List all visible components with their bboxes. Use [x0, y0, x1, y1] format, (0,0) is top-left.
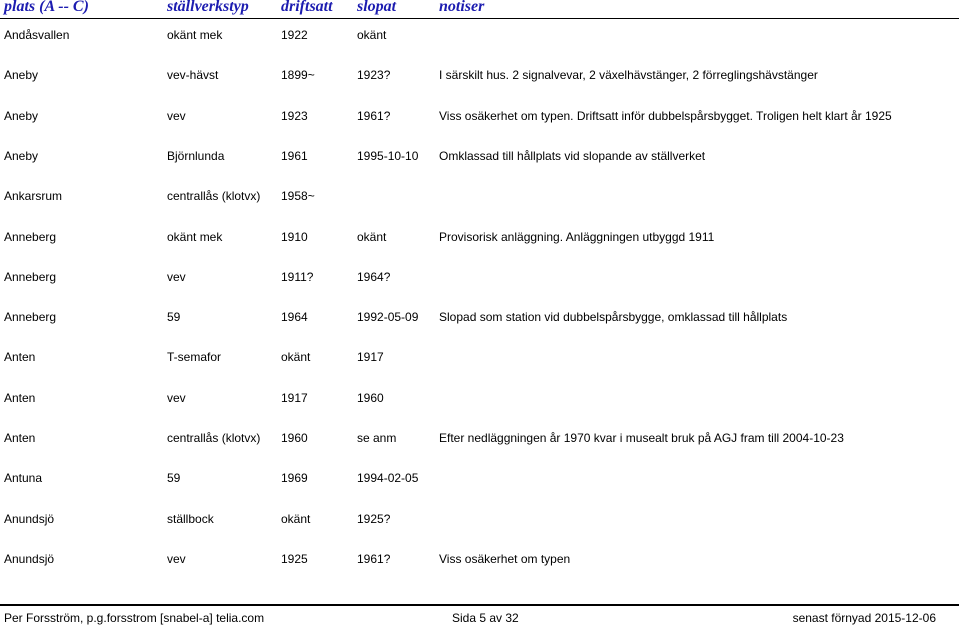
cell-stallverkstyp: ställbock: [167, 512, 214, 526]
cell-stallverkstyp: okänt mek: [167, 28, 223, 42]
cell-slopat: 1995-10-10: [357, 149, 419, 163]
footer-updated-date: senast förnyad 2015-12-06: [792, 611, 936, 625]
table-row: [0, 551, 959, 567]
cell-plats: Aneby: [4, 68, 39, 82]
cell-stallverkstyp: vev: [167, 270, 186, 284]
cell-plats: Andåsvallen: [4, 28, 70, 42]
cell-driftsatt: 1911?: [281, 270, 314, 284]
cell-driftsatt: 1961: [281, 149, 308, 163]
cell-notiser: Slopad som station vid dubbelspårsbygge, omklassad till hållplats: [439, 310, 788, 324]
cell-stallverkstyp: Björnlunda: [167, 149, 225, 163]
cell-notiser: Efter nedläggningen år 1970 kvar i musealt bruk på AGJ fram till 2004-10-23: [439, 431, 844, 445]
cell-plats: Anten: [4, 350, 36, 364]
cell-stallverkstyp: vev: [167, 552, 186, 566]
cell-plats: Anneberg: [4, 310, 57, 324]
table-row: [0, 430, 959, 446]
header-slopat: slopat: [357, 0, 397, 15]
cell-driftsatt: 1964: [281, 310, 308, 324]
cell-stallverkstyp: 59: [167, 471, 181, 485]
cell-driftsatt: okänt: [281, 350, 311, 364]
cell-driftsatt: 1910: [281, 230, 308, 244]
cell-driftsatt: 1917: [281, 391, 308, 405]
table-row: [0, 229, 959, 245]
cell-stallverkstyp: okänt mek: [167, 230, 223, 244]
cell-stallverkstyp: centrallås (klotvx): [167, 189, 261, 203]
table-row: [0, 108, 959, 124]
header-divider: [0, 18, 959, 19]
cell-slopat: 1960: [357, 391, 384, 405]
cell-stallverkstyp: centrallås (klotvx): [167, 431, 261, 445]
cell-stallverkstyp: vev: [167, 109, 186, 123]
footer-author: Per Forsström, p.g.forsstrom [snabel-a] telia.com: [4, 611, 265, 625]
cell-slopat: 1961?: [357, 552, 391, 566]
cell-driftsatt: 1925: [281, 552, 308, 566]
table-row: [0, 470, 959, 486]
cell-driftsatt: okänt: [281, 512, 311, 526]
header-notiser: notiser: [439, 0, 485, 15]
cell-plats: Antuna: [4, 471, 43, 485]
cell-stallverkstyp: vev: [167, 391, 186, 405]
cell-slopat: 1994-02-05: [357, 471, 419, 485]
cell-slopat: se anm: [357, 431, 397, 445]
cell-notiser: I särskilt hus. 2 signalvevar, 2 växelhävstänger, 2 förreglingshävstänger: [439, 68, 818, 82]
cell-notiser: Provisorisk anläggning. Anläggningen utbyggd 1911: [439, 230, 715, 244]
table-row: [0, 67, 959, 83]
cell-plats: Anten: [4, 431, 36, 445]
table-header: [0, 0, 959, 18]
table-row: [0, 511, 959, 527]
table-row: [0, 309, 959, 325]
header-plats: plats (A -- C): [4, 0, 89, 15]
cell-plats: Aneby: [4, 109, 39, 123]
cell-slopat: 1925?: [357, 512, 391, 526]
table-row: [0, 349, 959, 365]
cell-stallverkstyp: vev-hävst: [167, 68, 219, 82]
cell-slopat: okänt: [357, 230, 387, 244]
cell-slopat: 1992-05-09: [357, 310, 419, 324]
cell-plats: Anundsjö: [4, 512, 55, 526]
cell-plats: Anneberg: [4, 230, 57, 244]
footer-divider: [0, 604, 959, 606]
header-driftsatt: driftsatt: [281, 0, 333, 15]
cell-slopat: 1961?: [357, 109, 391, 123]
footer-page-number: Sida 5 av 32: [452, 611, 519, 625]
cell-notiser: Viss osäkerhet om typen: [439, 552, 571, 566]
table-row: [0, 148, 959, 164]
cell-slopat: 1964?: [357, 270, 391, 284]
cell-slopat: 1923?: [357, 68, 391, 82]
cell-driftsatt: 1969: [281, 471, 308, 485]
table-row: [0, 188, 959, 204]
cell-driftsatt: 1960: [281, 431, 308, 445]
cell-notiser: Omklassad till hållplats vid slopande av ställverket: [439, 149, 706, 163]
cell-plats: Aneby: [4, 149, 39, 163]
cell-slopat: okänt: [357, 28, 387, 42]
cell-plats: Anneberg: [4, 270, 57, 284]
header-stallverkstyp: ställverkstyp: [167, 0, 249, 15]
cell-driftsatt: 1922: [281, 28, 308, 42]
cell-notiser: Viss osäkerhet om typen. Driftsatt inför dubbelspårsbygget. Troligen helt klart år 1925: [439, 109, 892, 123]
table-row: [0, 390, 959, 406]
cell-plats: Anten: [4, 391, 36, 405]
cell-slopat: 1917: [357, 350, 384, 364]
table-row: [0, 269, 959, 285]
table-row: [0, 27, 959, 43]
cell-plats: Ankarsrum: [4, 189, 63, 203]
cell-stallverkstyp: 59: [167, 310, 181, 324]
cell-stallverkstyp: T-semafor: [167, 350, 222, 364]
cell-driftsatt: 1923: [281, 109, 308, 123]
cell-driftsatt: 1958~: [281, 189, 315, 203]
cell-plats: Anundsjö: [4, 552, 55, 566]
cell-driftsatt: 1899~: [281, 68, 315, 82]
